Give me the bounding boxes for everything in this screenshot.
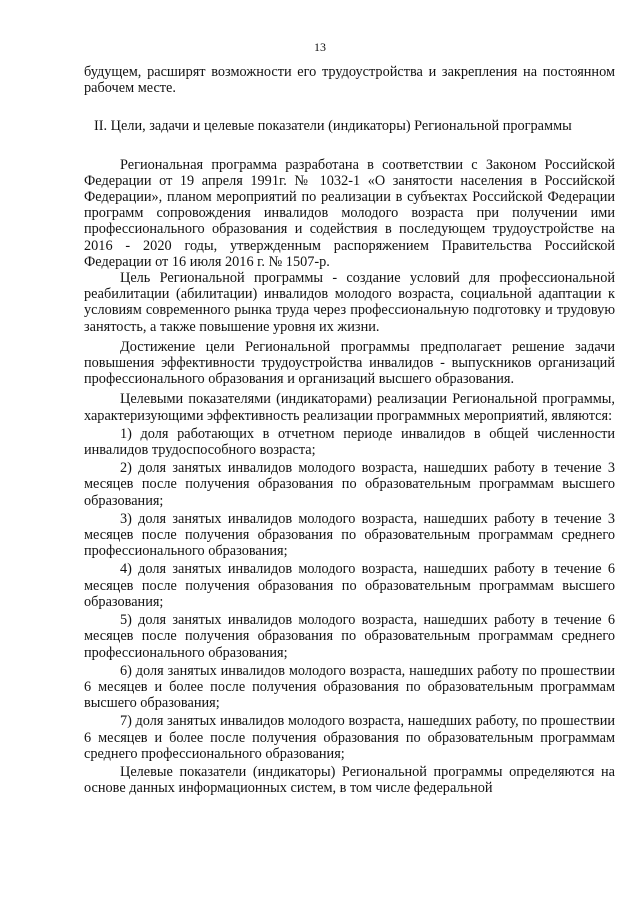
paragraph-indicators-source: Целевые показатели (индикаторы) Региональной программы определяются на основе данных информационных систем, в том числе федеральной — [84, 763, 615, 797]
paragraph-indicators-intro: Целевыми показателями (индикаторами) реализации Региональной программы, характеризующими эффективность реализации программных мероприятий, являются: — [84, 391, 615, 424]
page-number: 13 — [314, 40, 326, 54]
indicator-item-1: 1) доля работающих в отчетном периоде инвалидов в общей численности инвалидов трудоспособного возраста; — [84, 425, 615, 459]
paragraph-continuation: будущем, расширят возможности его трудоустройства и закрепления на постоянном рабочем месте. — [84, 64, 615, 97]
document-body — [84, 64, 615, 796]
paragraph-program-goal: Цель Региональной программы - создание условий для профессиональной реабилитации (абилитации) инвалидов молодого возраста, социальной адаптации к условиям современного рынка труда через профессиональную подготовку и трудовую занятость, а также повышение уровня их жизни. — [84, 270, 615, 335]
indicator-item-5: 5) доля занятых инвалидов молодого возраста, нашедших работу в течение 6 месяцев после получения образования по образовательным программам среднего профессионального образования; — [84, 612, 615, 661]
indicator-item-4: 4) доля занятых инвалидов молодого возраста, нашедших работу в течение 6 месяцев после получения образования по образовательным программам высшего образования; — [84, 561, 615, 610]
paragraph-legal-basis: Региональная программа разработана в соответствии с Законом Российской Федерации от 19 апреля 1991г. № 1032-1 «О занятости населения в Российской Федерации», планом мероприятий по реализации в субъектах Российской Федерации программ сопровождения инвалидов молодого возраста при получении ими профессионального образования и содействия в последующем трудоустройстве на 2016 - 2020 годы, утвержденным распоряжением Правительства Российской Федерации от 16 июля 2016 г. № 1507-р. — [84, 156, 615, 270]
indicator-item-6: 6) доля занятых инвалидов молодого возраста, нашедших работу по прошествии 6 месяцев и более после получения образования по образовательным программам высшего образования; — [84, 662, 615, 712]
indicator-item-3: 3) доля занятых инвалидов молодого возраста, нашедших работу в течение 3 месяцев после получения образования по образовательным программам среднего профессионального образования; — [84, 510, 615, 560]
section-heading: II. Цели, задачи и целевые показатели (индикаторы) Региональной программы — [94, 118, 572, 135]
indicator-item-2: 2) доля занятых инвалидов молодого возраста, нашедших работу в течение 3 месяцев после получения образования по образовательным программам высшего образования; — [84, 460, 615, 509]
paragraph-program-task: Достижение цели Региональной программы предполагает решение задачи повышения эффективности трудоустройства инвалидов - выпускников организаций профессионального образования и организаций высшего образования. — [84, 338, 615, 388]
indicator-item-7: 7) доля занятых инвалидов молодого возраста, нашедших работу, по прошествии 6 месяцев и более после получения образования по образовательным программам среднего профессионального образования; — [84, 713, 615, 762]
